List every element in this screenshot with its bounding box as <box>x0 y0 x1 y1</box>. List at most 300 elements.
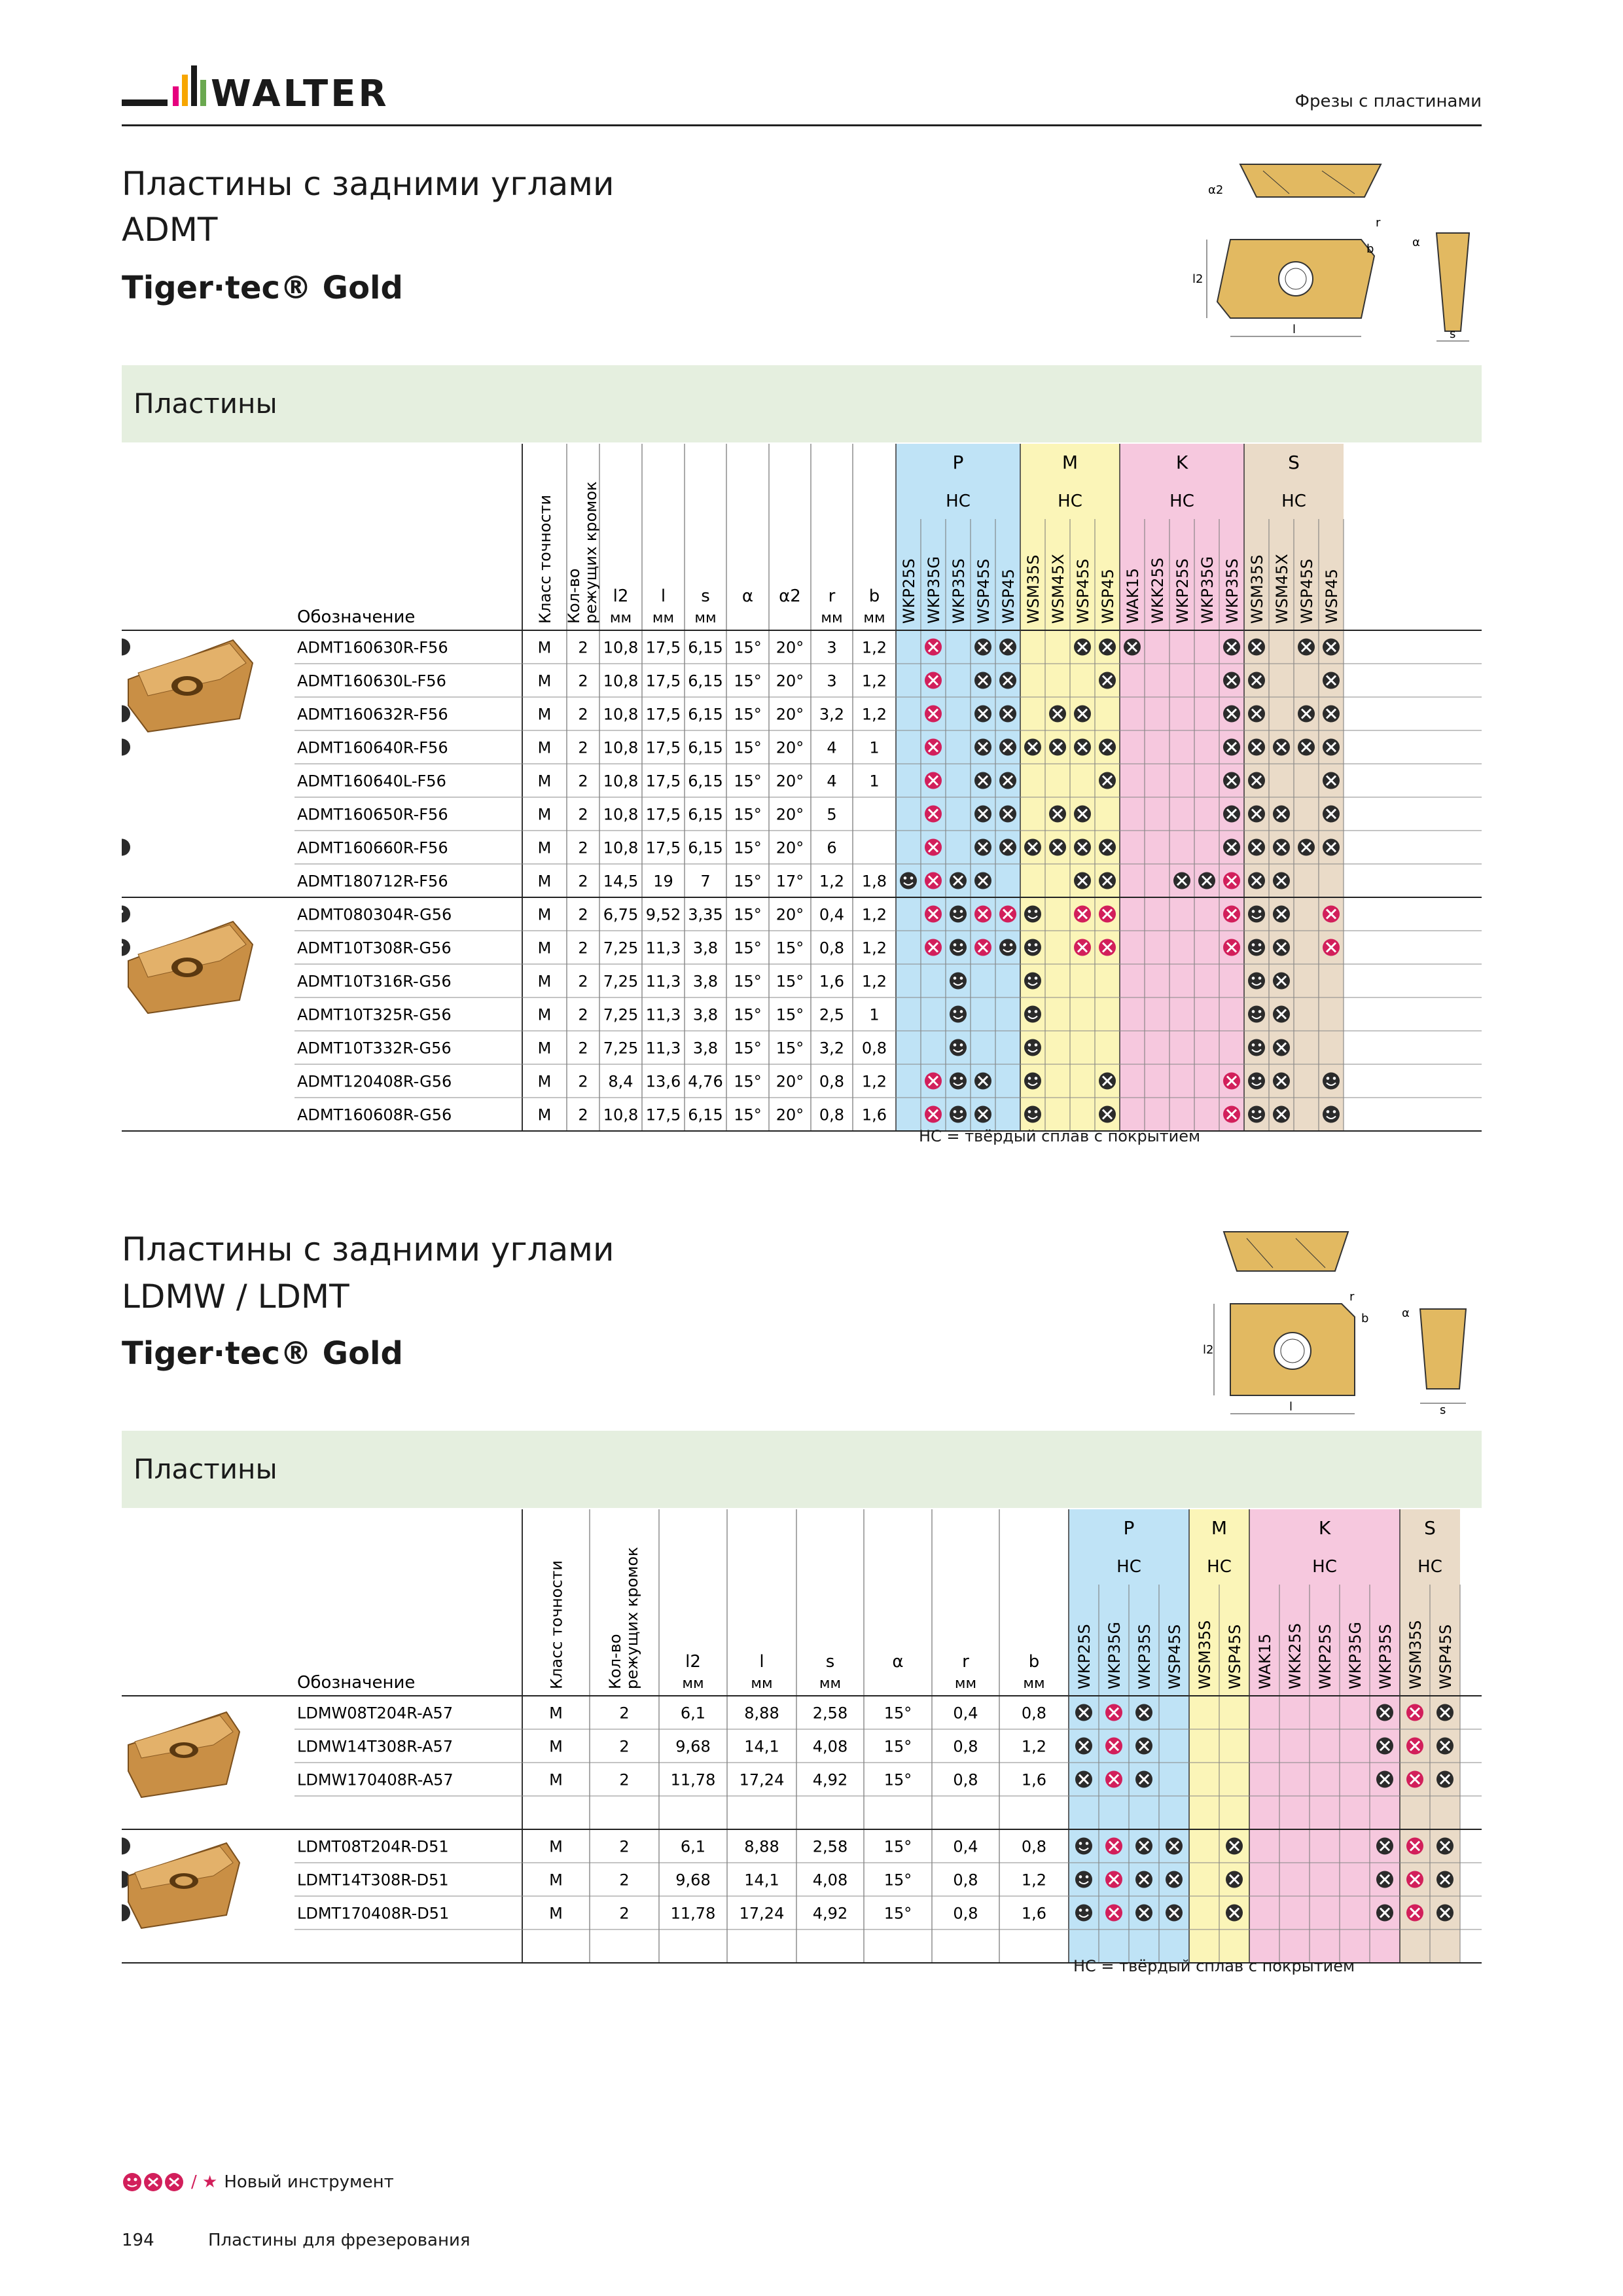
cell-alpha: 15° <box>734 1105 762 1124</box>
suitable-icon <box>974 772 991 789</box>
suitable-icon <box>974 872 991 889</box>
col-s: s <box>825 1652 835 1672</box>
suitable-icon <box>1273 939 1290 956</box>
suitable-icon <box>1226 1871 1243 1888</box>
suitable-icon <box>1024 839 1041 856</box>
new-grade-icon <box>925 1073 942 1090</box>
insert-designation: ADMT160660R-F56 <box>297 838 448 857</box>
group-hc-P: HC <box>946 492 971 511</box>
cell-s: 4,92 <box>812 1770 848 1789</box>
cell-l2: 11,78 <box>670 1904 716 1923</box>
cell-edges: 2 <box>619 1904 630 1923</box>
suitable-icon <box>1226 1838 1243 1855</box>
cell-tolerance: M <box>537 972 552 991</box>
group-label-P: P <box>1123 1517 1135 1539</box>
cell-alpha: 15° <box>883 1704 912 1723</box>
suitable-icon <box>1099 639 1116 656</box>
suitable-icon <box>1436 1905 1454 1922</box>
preferred-icon <box>1024 1073 1041 1090</box>
suitable-icon <box>1074 872 1091 889</box>
cell-l2: 7,25 <box>603 1005 639 1024</box>
legend-marker-icons <box>122 2172 185 2193</box>
cell-edges: 2 <box>578 705 588 724</box>
legend-separator: / ★ <box>191 2172 218 2192</box>
insert-designation: ADMT10T316R-G56 <box>297 972 452 991</box>
cell-l2: 10,8 <box>603 805 639 824</box>
col-unit: мм <box>694 610 717 626</box>
suitable-icon <box>1198 872 1215 889</box>
new-grade-icon <box>925 906 942 923</box>
group-hc-P: HC <box>1116 1557 1141 1577</box>
group-hc-S: HC <box>1281 492 1306 511</box>
suitable-icon <box>1273 1106 1290 1123</box>
insert-designation: ADMT160640L-F56 <box>297 772 446 791</box>
suitable-icon <box>122 706 130 723</box>
suitable-icon <box>999 672 1016 689</box>
preferred-icon <box>1323 1106 1340 1123</box>
grade-wkp25s: WKP25S <box>900 558 918 624</box>
cell-edges: 2 <box>578 1105 588 1124</box>
suitable-icon <box>1248 672 1265 689</box>
cell-r: 3,2 <box>819 705 845 724</box>
suitable-icon <box>1099 872 1116 889</box>
cell-tolerance: M <box>537 738 552 757</box>
cell-l2: 9,68 <box>675 1737 711 1756</box>
grade-wsm45x: WSM45X <box>1049 554 1067 624</box>
cell-l2: 10,8 <box>603 738 639 757</box>
cell-s: 6,15 <box>688 805 723 824</box>
group-label-K: K <box>1318 1517 1331 1539</box>
cell-alpha2: 20° <box>776 672 804 691</box>
cell-tolerance: M <box>537 939 552 958</box>
insert-photo <box>128 1843 240 1928</box>
preferred-icon <box>999 939 1016 956</box>
cell-s: 3,8 <box>692 1005 719 1024</box>
insert-photo <box>128 922 253 1013</box>
cell-r: 0,8 <box>953 1904 978 1923</box>
suitable-icon <box>1248 739 1265 756</box>
cell-l2: 7,25 <box>603 1039 639 1058</box>
new-grade-icon <box>974 939 991 956</box>
suitable-icon <box>1436 1838 1454 1855</box>
cell-l2: 10,8 <box>603 838 639 857</box>
insert-designation: ADMT160608R-G56 <box>297 1105 452 1124</box>
suitable-icon <box>1376 1771 1393 1788</box>
cell-l2: 10,8 <box>603 672 639 691</box>
label-r: r <box>1349 1290 1355 1304</box>
cell-tolerance: M <box>537 672 552 691</box>
suitable-icon <box>999 739 1016 756</box>
group-label-S: S <box>1424 1517 1436 1539</box>
suitable-icon <box>1166 1838 1183 1855</box>
suitable-icon <box>1099 672 1116 689</box>
cell-edges: 2 <box>578 672 588 691</box>
new-grade-icon <box>925 1106 942 1123</box>
cell-b: 0,8 <box>1021 1704 1047 1723</box>
suitable-icon <box>999 639 1016 656</box>
cell-l2: 6,1 <box>680 1704 706 1723</box>
cell-b: 1 <box>869 772 880 791</box>
new-grade-icon <box>925 672 942 689</box>
suitable-icon <box>1124 639 1141 656</box>
suitable-icon <box>1075 1738 1092 1755</box>
preferred-icon <box>1248 939 1265 956</box>
suitable-icon <box>1298 739 1315 756</box>
cell-l: 17,24 <box>739 1770 785 1789</box>
suitable-icon <box>974 672 991 689</box>
suitable-icon <box>974 706 991 723</box>
cell-alpha: 15° <box>734 772 762 791</box>
grade-wsp45s: WSP45S <box>974 558 993 624</box>
cell-l2: 10,8 <box>603 638 639 657</box>
material-group-K <box>1120 444 1244 1131</box>
cell-b: 1,2 <box>1021 1737 1047 1756</box>
grade-wkp35g: WKP35G <box>1105 1621 1124 1689</box>
grade-wak15: WAK15 <box>1256 1633 1274 1689</box>
cell-b: 1,2 <box>1021 1871 1047 1890</box>
grade-wsp45: WSP45 <box>1323 569 1341 624</box>
walter-logo <box>122 60 397 117</box>
suitable-icon <box>1436 1771 1454 1788</box>
insert-designation: LDMW08T204R-A57 <box>297 1704 454 1723</box>
new-grade-icon <box>974 906 991 923</box>
cell-alpha2: 20° <box>776 838 804 857</box>
cell-s: 3,8 <box>692 972 719 991</box>
cell-tolerance: M <box>537 872 552 891</box>
cell-alpha: 15° <box>734 738 762 757</box>
suitable-icon <box>1075 1704 1092 1721</box>
cell-alpha: 15° <box>734 939 762 958</box>
cell-s: 4,76 <box>688 1072 723 1091</box>
label-l2: l2 <box>1203 1343 1214 1357</box>
insert-designation: ADMT160632R-F56 <box>297 705 448 724</box>
cell-l2: 14,5 <box>603 872 639 891</box>
cell-b: 0,8 <box>1021 1837 1047 1856</box>
cell-b: 1,6 <box>1021 1904 1047 1923</box>
suitable-icon <box>1223 772 1240 789</box>
suitable-icon <box>1323 772 1340 789</box>
grade-wkk25s: WKK25S <box>1149 558 1167 624</box>
cell-edges: 2 <box>578 838 588 857</box>
cell-alpha2: 15° <box>776 939 804 958</box>
suitable-icon <box>999 772 1016 789</box>
cell-r: 2,5 <box>819 1005 845 1024</box>
cell-s: 2,58 <box>812 1837 848 1856</box>
cell-tolerance: M <box>537 838 552 857</box>
label-alpha: α <box>1402 1306 1410 1320</box>
cell-r: 3 <box>827 672 837 691</box>
cell-l2: 9,68 <box>675 1871 711 1890</box>
suitable-icon <box>1323 672 1340 689</box>
new-grade-icon <box>999 906 1016 923</box>
grade-wkp25s: WKP25S <box>1173 558 1192 624</box>
cell-alpha2: 20° <box>776 705 804 724</box>
cell-r: 1,2 <box>819 872 845 891</box>
group-label-S: S <box>1288 452 1300 473</box>
col-r: r <box>962 1652 969 1672</box>
cell-tolerance: M <box>537 805 552 824</box>
suitable-icon <box>1074 639 1091 656</box>
cell-alpha2: 15° <box>776 1039 804 1058</box>
cell-l: 17,5 <box>645 1105 681 1124</box>
suitable-icon <box>1376 1838 1393 1855</box>
cell-b: 1,2 <box>861 972 887 991</box>
cell-edges: 2 <box>578 772 588 791</box>
suitable-icon <box>1223 706 1240 723</box>
cell-alpha: 15° <box>883 1871 912 1890</box>
suitable-icon <box>1376 1704 1393 1721</box>
legend-text: Новый инструмент <box>224 2172 394 2192</box>
grade-wsp45s: WSP45S <box>1226 1624 1244 1689</box>
suitable-icon <box>1075 1771 1092 1788</box>
col-designation: Обозначение <box>297 1673 416 1693</box>
cell-s: 4,08 <box>812 1871 848 1890</box>
cell-edges: 2 <box>578 738 588 757</box>
suitable-icon <box>1049 806 1066 823</box>
label-b: b <box>1366 242 1374 256</box>
suitable-icon <box>1323 806 1340 823</box>
suitable-icon <box>1135 1905 1152 1922</box>
suitable-icon <box>1376 1905 1393 1922</box>
new-grade-icon <box>1105 1738 1122 1755</box>
suitable-icon <box>1049 706 1066 723</box>
suitable-icon <box>999 706 1016 723</box>
insert-designation: LDMT08T204R-D51 <box>297 1837 449 1856</box>
page-number: 194 <box>122 2231 154 2250</box>
cell-s: 6,15 <box>688 738 723 757</box>
cell-b: 1,6 <box>861 1105 887 1124</box>
suitable-icon <box>1099 1106 1116 1123</box>
group-hc-M: HC <box>1058 492 1082 511</box>
new-grade-icon <box>1223 939 1240 956</box>
col-edges-2: режущих кромок <box>623 1547 641 1689</box>
suitable-icon <box>974 739 991 756</box>
cell-l2: 11,78 <box>670 1770 716 1789</box>
cell-s: 6,15 <box>688 772 723 791</box>
new-grade-icon <box>1105 1838 1122 1855</box>
suitable-icon <box>1074 739 1091 756</box>
grade-wkp35g: WKP35G <box>925 556 943 624</box>
new-grade-icon <box>925 939 942 956</box>
col-alpha2: α2 <box>779 586 801 606</box>
brand-text: WALTER <box>211 73 389 115</box>
new-grade-icon <box>1223 1106 1240 1123</box>
cell-edges: 2 <box>578 638 588 657</box>
suitable-icon <box>1099 772 1116 789</box>
preferred-icon <box>950 1106 967 1123</box>
suitable-icon <box>1223 639 1240 656</box>
col-unit: мм <box>652 610 675 626</box>
new-grade-icon <box>1223 872 1240 889</box>
new-grade-icon <box>925 872 942 889</box>
section1-title-line2: ADMT <box>122 211 218 249</box>
cell-r: 0,4 <box>819 905 845 924</box>
cell-edges: 2 <box>578 905 588 924</box>
cell-edges: 2 <box>619 1770 630 1789</box>
group-hc-M: HC <box>1207 1557 1232 1577</box>
new-grade-icon <box>1105 1871 1122 1888</box>
cell-r: 0,4 <box>953 1704 978 1723</box>
col-s: s <box>701 586 710 606</box>
new-grade-icon <box>1406 1905 1423 1922</box>
grade-wsp45: WSP45 <box>999 569 1018 624</box>
new-grade-icon <box>925 839 942 856</box>
cell-tolerance: M <box>537 772 552 791</box>
cell-s: 3,8 <box>692 1039 719 1058</box>
suitable-icon <box>1273 839 1290 856</box>
new-grade-icon <box>925 739 942 756</box>
label-l: l <box>1289 1400 1293 1414</box>
preferred-icon <box>1075 1905 1092 1922</box>
preferred-icon <box>1024 973 1041 990</box>
cell-l: 11,3 <box>645 1039 681 1058</box>
cell-l: 17,5 <box>645 705 681 724</box>
grade-wsp45s: WSP45S <box>1298 558 1316 624</box>
cell-r: 4 <box>827 772 837 791</box>
section1-insert-drawing <box>1191 154 1479 351</box>
col-alpha: α <box>892 1652 904 1672</box>
suitable-icon <box>974 1106 991 1123</box>
cell-s: 7 <box>700 872 711 891</box>
cell-r: 0,8 <box>953 1737 978 1756</box>
cell-tolerance: M <box>549 1871 563 1890</box>
section1-grid <box>122 444 1482 1134</box>
cell-l: 17,5 <box>645 738 681 757</box>
section1-table <box>122 444 1482 1136</box>
cell-alpha: 15° <box>734 905 762 924</box>
grade-wkp25s: WKP25S <box>1075 1624 1094 1689</box>
preferred-icon <box>900 872 917 889</box>
col-unit: мм <box>954 1676 977 1692</box>
label-l: l <box>1293 323 1296 336</box>
label-l2: l2 <box>1192 272 1204 286</box>
suitable-icon <box>1135 1771 1152 1788</box>
cell-l: 17,5 <box>645 638 681 657</box>
preferred-icon <box>950 939 967 956</box>
cell-b: 1,2 <box>861 939 887 958</box>
cell-r: 6 <box>827 838 837 857</box>
insert-designation: ADMT10T325R-G56 <box>297 1005 452 1024</box>
cell-tolerance: M <box>549 1837 563 1856</box>
cell-alpha: 15° <box>883 1837 912 1856</box>
material-group-P <box>896 444 1020 1131</box>
cell-r: 0,4 <box>953 1837 978 1856</box>
label-s: s <box>1450 327 1456 341</box>
legend <box>122 2172 394 2193</box>
group-label-M: M <box>1211 1517 1228 1539</box>
suitable-icon <box>122 1838 130 1855</box>
section2-title-line2: LDMW / LDMT <box>122 1278 349 1316</box>
suitable-icon <box>1273 973 1290 990</box>
cell-edges: 2 <box>619 1704 630 1723</box>
cell-tolerance: M <box>549 1770 563 1789</box>
cell-b: 1,2 <box>861 705 887 724</box>
cell-alpha2: 20° <box>776 805 804 824</box>
cell-s: 6,15 <box>688 638 723 657</box>
cell-tolerance: M <box>549 1704 563 1723</box>
suitable-icon <box>1248 639 1265 656</box>
cell-alpha: 15° <box>734 1039 762 1058</box>
cell-l2: 10,8 <box>603 705 639 724</box>
group-label-P: P <box>952 452 964 473</box>
col-tolerance: Класс точности <box>536 494 554 624</box>
suitable-icon <box>1248 806 1265 823</box>
col-tolerance: Класс точности <box>547 1560 566 1689</box>
cell-l2: 8,4 <box>608 1072 633 1091</box>
suitable-icon <box>1248 839 1265 856</box>
cell-alpha: 15° <box>734 872 762 891</box>
new-grade-icon <box>1323 939 1340 956</box>
suitable-icon <box>1223 672 1240 689</box>
grade-wkp35s: WKP35S <box>950 558 968 624</box>
grade-wsm35s: WSM35S <box>1024 554 1043 624</box>
grade-wsp45s: WSP45S <box>1436 1624 1455 1689</box>
insert-designation: LDMT14T308R-D51 <box>297 1871 449 1890</box>
col-alpha: α <box>741 586 754 606</box>
cell-b: 0,8 <box>861 1039 887 1058</box>
cell-r: 0,8 <box>819 1105 845 1124</box>
suitable-icon <box>974 639 991 656</box>
cell-alpha: 15° <box>883 1904 912 1923</box>
cell-l: 17,5 <box>645 838 681 857</box>
insert-designation: ADMT10T308R-G56 <box>297 939 452 958</box>
grade-wsp45: WSP45 <box>1099 569 1117 624</box>
new-grade-icon <box>925 639 942 656</box>
cell-l: 13,6 <box>645 1072 681 1091</box>
cell-alpha: 15° <box>734 1072 762 1091</box>
col-b: b <box>868 586 880 606</box>
insert-designation: ADMT080304R-G56 <box>297 905 452 924</box>
insert-photo <box>128 640 253 732</box>
section1-title-line1: Пластины с задними углами <box>122 165 615 203</box>
preferred-icon <box>950 1073 967 1090</box>
suitable-icon <box>1273 906 1290 923</box>
section-label: Фрезы с пластинами <box>1294 92 1482 111</box>
cell-b: 1,8 <box>861 872 887 891</box>
suitable-icon <box>1223 839 1240 856</box>
cell-s: 6,15 <box>688 705 723 724</box>
cell-alpha: 15° <box>734 805 762 824</box>
grade-wsp45s: WSP45S <box>1074 558 1092 624</box>
suitable-icon <box>1376 1738 1393 1755</box>
cell-r: 5 <box>827 805 837 824</box>
suitable-icon <box>1273 806 1290 823</box>
group-label-K: K <box>1175 452 1188 473</box>
cell-r: 3 <box>827 638 837 657</box>
grade-wsm45x: WSM45X <box>1273 554 1291 624</box>
suitable-icon <box>122 739 130 756</box>
col-l2: l2 <box>613 586 629 606</box>
col-l2: l2 <box>685 1652 701 1672</box>
suitable-icon <box>1135 1704 1152 1721</box>
cell-r: 0,8 <box>953 1871 978 1890</box>
suitable-icon <box>1223 806 1240 823</box>
cell-l2: 7,25 <box>603 972 639 991</box>
suitable-icon <box>1323 839 1340 856</box>
insert-designation: ADMT120408R-G56 <box>297 1072 452 1091</box>
new-grade-icon <box>1406 1838 1423 1855</box>
cell-alpha2: 17° <box>776 872 804 891</box>
preferred-icon <box>1075 1871 1092 1888</box>
suitable-icon <box>1173 872 1190 889</box>
new-grade-icon <box>1105 1704 1122 1721</box>
section1-banner: Пластины <box>122 365 1482 442</box>
cell-b: 1,2 <box>861 905 887 924</box>
preferred-icon <box>1024 1006 1041 1023</box>
cell-l: 19 <box>653 872 673 891</box>
suitable-icon <box>1166 1871 1183 1888</box>
cell-l: 11,3 <box>645 972 681 991</box>
